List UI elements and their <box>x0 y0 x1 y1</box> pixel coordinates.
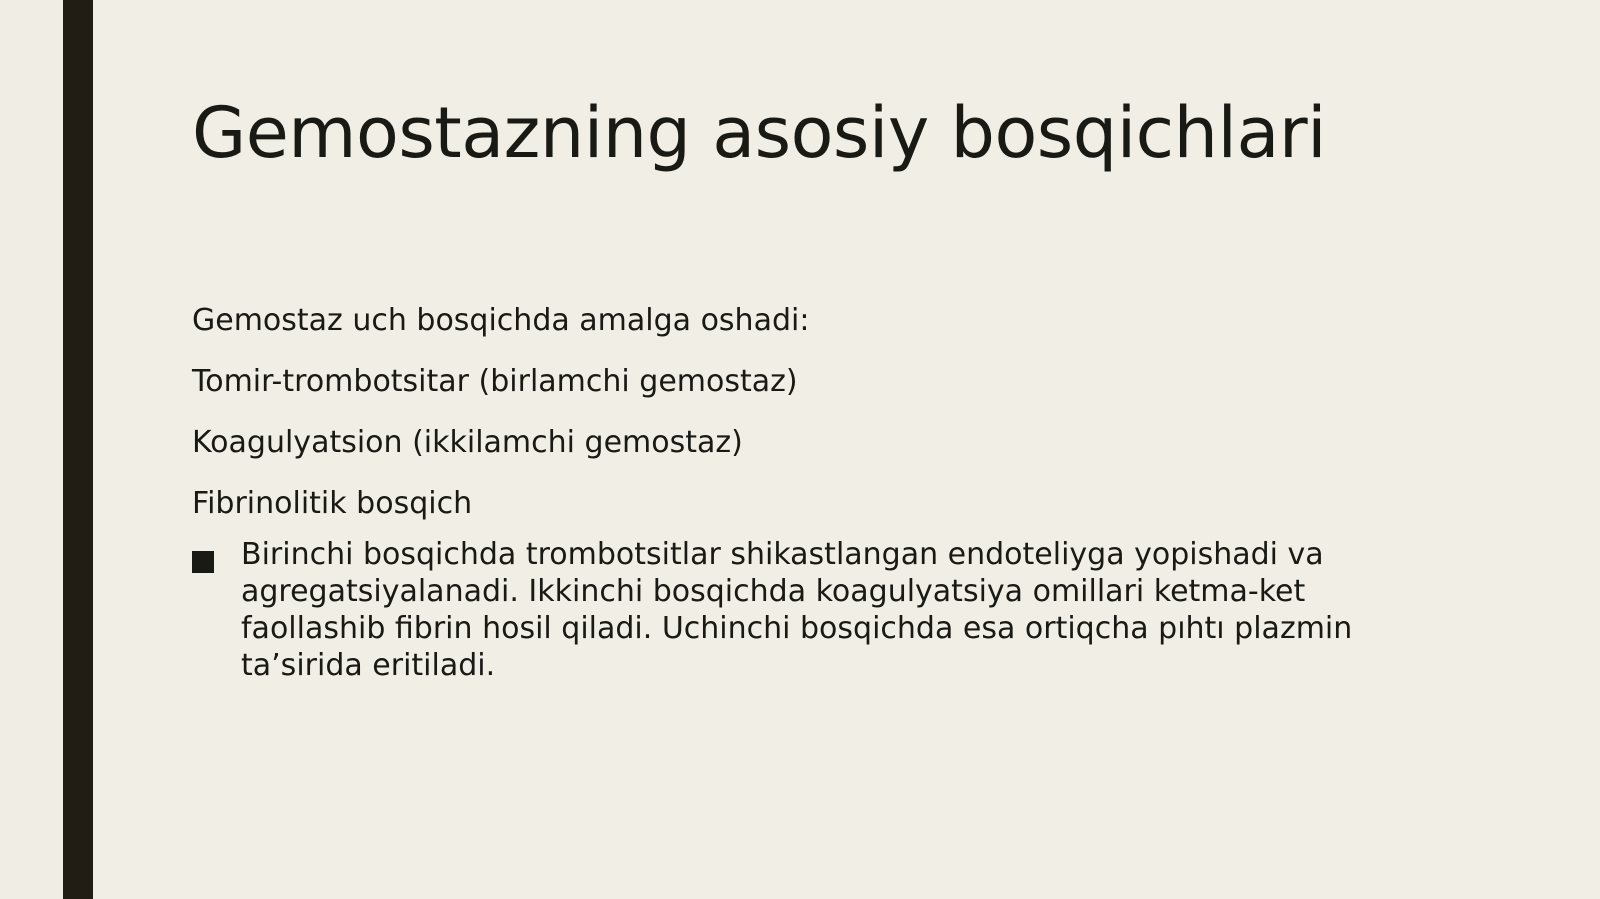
stage-line-vascular-platelet: Tomir-trombotsitar (birlamchi gemostaz) <box>192 364 798 399</box>
slide-body <box>192 300 1422 684</box>
accent-bar <box>63 0 93 899</box>
square-bullet-icon <box>192 551 214 573</box>
stage-line-coagulation: Koagulyatsion (ikkilamchi gemostaz) <box>192 425 743 460</box>
intro-line: Gemostaz uch bosqichda amalga oshadi: <box>192 303 810 338</box>
bullet-text: Birinchi bosqichda trombotsitlar shikastlangan endoteliyga yopishadi va agregatsiyalanadi. Ikkinchi bosqichda koagulyatsiya omillari ketma-ket faollashib fibrin hosil qiladi. Uchinchi bosqichda esa ortiqcha pıhtı plazmin ta’sirida eritiladi. <box>241 537 1353 683</box>
bullet-item <box>192 536 1422 684</box>
slide-title: Gemostazning asosiy bosqichlari <box>192 92 1327 174</box>
stage-line-fibrinolytic: Fibrinolitik bosqich <box>192 486 473 521</box>
left-margin <box>0 0 63 899</box>
